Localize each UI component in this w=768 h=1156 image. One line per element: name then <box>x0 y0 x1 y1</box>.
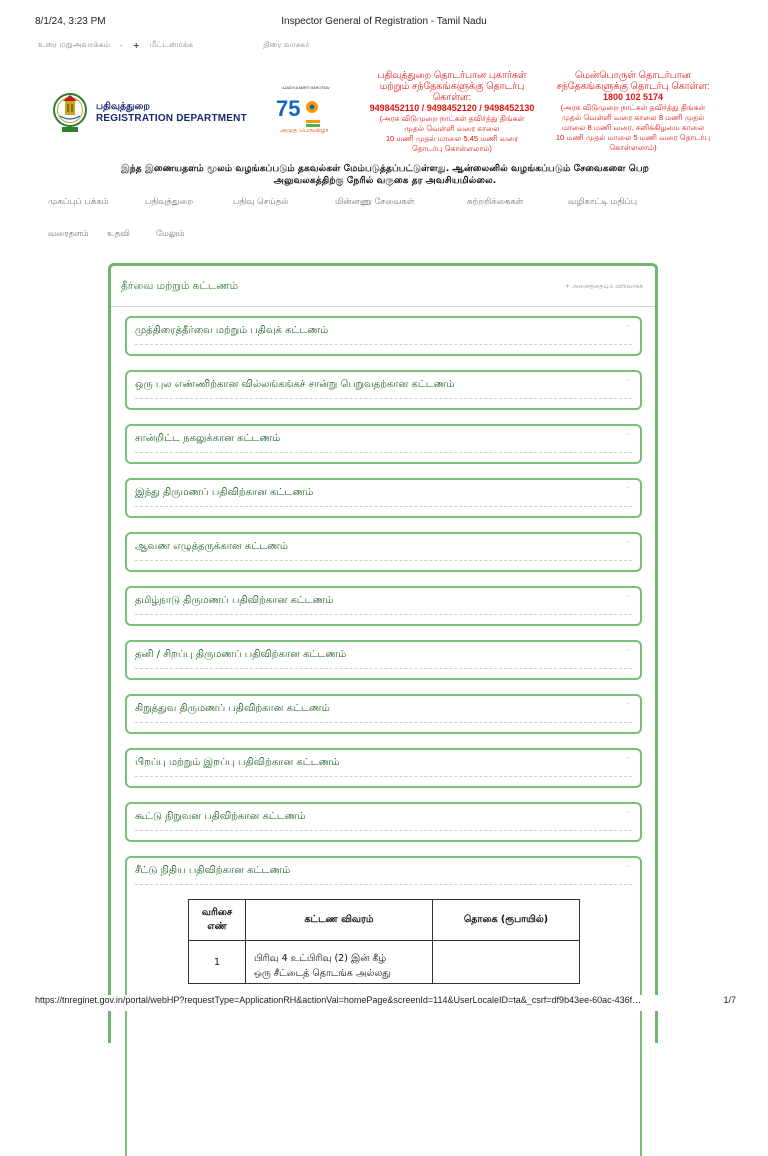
department-logo[interactable] <box>52 90 247 134</box>
accordion-divider <box>135 668 632 669</box>
azadi-caption: AZADI KA AMRIT MAHOTSAV <box>282 86 330 90</box>
chevron-up-icon[interactable]: ˄ <box>627 379 630 386</box>
chevron-up-icon[interactable]: ˄ <box>627 325 630 332</box>
print-url: https://tnreginet.gov.in/portal/webHP?requestType=ApplicationRH&actionVal=homePage&screenId=114&UserLocaleID=ta&_csrf=df9b43ee-60ac-436f… <box>35 995 642 1005</box>
accordion-item[interactable] <box>125 316 642 356</box>
accordion-item[interactable] <box>125 586 642 626</box>
complaints-heading-3: கொள்ள: <box>432 92 472 103</box>
chevron-up-icon[interactable]: ˄ <box>627 595 630 602</box>
accordion-item[interactable] <box>125 424 642 464</box>
site-notice-line-2: அலுவலகத்திற்கு நேரில் வருகை தர அவசியமில்லை. <box>273 175 497 186</box>
department-name-english: REGISTRATION DEPARTMENT <box>96 112 247 124</box>
accordion-divider <box>135 452 632 453</box>
software-heading-2: சந்தேகங்களுக்கு தொடர்பு கொள்ள: <box>556 81 710 92</box>
cell-description <box>246 941 433 984</box>
chevron-up-icon[interactable]: ˄ <box>627 811 630 818</box>
print-title: Inspector General of Registration - Tamil Nadu <box>281 16 487 27</box>
accessibility-bar <box>38 40 309 50</box>
nav-e-services[interactable]: மின்னணு சேவைகள் <box>335 197 415 207</box>
chevron-up-icon[interactable]: ˄ <box>627 433 630 440</box>
accordion-divider <box>135 722 632 723</box>
skip-to-content-link[interactable]: உரை மறுஅவாக்கம் <box>38 40 111 49</box>
chevron-up-icon[interactable]: ˄ <box>627 865 630 872</box>
accordion-item-label: ஆவண எழுத்தருக்கான கட்டணம் <box>135 541 288 552</box>
table-row <box>189 941 580 984</box>
azadi-75-logo-icon <box>266 90 346 134</box>
font-decrease-button[interactable]: - <box>120 40 123 50</box>
print-footer <box>0 995 768 1011</box>
accordion-divider <box>135 398 632 399</box>
accordion-item[interactable] <box>125 532 642 572</box>
complaints-phone-numbers[interactable]: 9498452110 / 9498452120 / 9498452130 <box>369 103 535 113</box>
print-page-number: 1/7 <box>723 995 736 1005</box>
accordion-item[interactable] <box>125 640 642 680</box>
complaints-timing-1: (அரசு விடுமுறை நாட்கள் தவிர்த்து திங்கள் <box>379 114 525 123</box>
cell-amount <box>433 941 580 984</box>
azadi-tagline: அமுத பெருவிழா <box>280 127 329 134</box>
chit-fund-fee-table <box>188 899 580 984</box>
department-name <box>96 101 247 124</box>
software-timing-3: மாலை 8 மணி வரை, சனிக்கிழமை காலை <box>561 123 705 132</box>
cell-description-line-1: பிரிவு 4 உட்பிரிவு (2) இன் கீழ் <box>254 953 387 964</box>
cell-description-line-2: ஒரு சீட்டைத் தொடங்க அல்லது <box>254 968 391 979</box>
accordion-item[interactable] <box>125 370 642 410</box>
panel-header <box>111 266 655 307</box>
accordion-divider <box>135 776 632 777</box>
accordion-item-label: பிறப்பு மற்றும் இறப்பு பதிவிற்கான கட்டணம் <box>135 757 340 768</box>
nav-circulars[interactable]: சுற்றறிக்கைகள் <box>467 197 524 207</box>
software-timing-2: முதல் வெள்ளி வரை காலை 8 மணி முதல் <box>561 113 705 122</box>
software-heading-1: மென்பொருள் தொடர்பான <box>574 70 691 81</box>
complaints-timing-2: முதல் வெள்ளி வரை காலை <box>404 124 500 133</box>
software-phone-number[interactable]: 1800 102 5174 <box>602 92 664 102</box>
accordion-item[interactable] <box>125 694 642 734</box>
panel-title: தீர்வை மற்றும் கட்டணம் <box>121 280 239 292</box>
software-timing-1: (அரசு விடுமுறை நாட்கள் தவிர்த்து திங்கள் <box>560 103 706 112</box>
accordion-item-label: இந்து திருமணப் பதிவிற்கான கட்டணம் <box>135 487 314 498</box>
nav-home[interactable]: முகப்புப் பக்கம் <box>48 197 109 207</box>
complaints-heading-1: பதிவுத்துறை தொடர்பான புகார்கள் <box>377 70 527 81</box>
accordion-divider <box>135 614 632 615</box>
nav-drafts[interactable]: வரைதளம் <box>48 229 89 239</box>
tn-emblem-icon <box>52 90 88 134</box>
print-datetime: 8/1/24, 3:23 PM <box>35 16 106 27</box>
accordion-item-label: தமிழ்நாடு திருமணப் பதிவிற்கான கட்டணம் <box>135 595 334 606</box>
nav-registration-dept[interactable]: பதிவுத்துறை <box>145 197 194 207</box>
header-sno: வரிசை எண் <box>189 900 246 941</box>
accordion-divider <box>135 560 632 561</box>
azadi-75-logo <box>266 86 346 136</box>
chevron-up-icon[interactable]: ˄ <box>627 487 630 494</box>
header-description: கட்டண விவரம் <box>246 900 433 941</box>
chevron-up-icon[interactable]: ˄ <box>627 757 630 764</box>
accordion-item[interactable] <box>125 748 642 788</box>
expand-all-link[interactable]: + அனைத்தையும் விரிவாக்க <box>564 283 643 290</box>
complaints-heading-2: மற்றும் சந்தேகங்களுக்கு தொடர்பு <box>379 81 525 92</box>
site-notice <box>40 163 730 187</box>
software-timing-4: 10 மணி முதல் மாலை 5 மணி வரை தொடர்பு <box>555 133 711 142</box>
site-notice-line-1: இந்த இணையதளம் மூலம் வழங்கப்படும் தகவல்கள் மேம்படுத்தப்பட்டுள்ளது. ஆன்லைனில் வழங்கப்படும் சேவைகளை பெற <box>120 163 650 174</box>
software-timing-5: கொள்ளலாம்) <box>609 143 657 152</box>
accordion-item-label: ஒரு புல எண்ணிற்கான வில்லங்கங்கச் சான்று பெறுவதற்கான கட்டணம் <box>135 379 455 390</box>
accordion-divider <box>135 506 632 507</box>
nav-guideline-value[interactable]: வழிகாட்டி மதிப்பு <box>568 197 638 207</box>
cell-sno: 1 <box>189 941 246 984</box>
software-contact <box>544 70 722 153</box>
table-header-row <box>189 900 580 941</box>
chevron-up-icon[interactable]: ˄ <box>627 541 630 548</box>
screen-reader-link[interactable]: திரை வாசகர் <box>263 40 310 49</box>
duty-and-fees-panel <box>108 263 658 1043</box>
nav-more[interactable]: மேலும் <box>156 229 185 239</box>
accordion-item[interactable] <box>125 802 642 842</box>
accordion-item[interactable] <box>125 478 642 518</box>
accordion-divider <box>135 344 632 345</box>
font-increase-button[interactable]: + <box>132 40 140 50</box>
accordion-divider <box>135 830 632 831</box>
accordion-item-label: கிறுத்துவ திருமணப் பதிவிற்கான கட்டணம் <box>135 703 330 714</box>
accordion-item-label: தனி / சிறப்பு திருமணப் பதிவிற்கான கட்டணம் <box>135 649 347 660</box>
accordion-item-label: முத்திரைத்தீர்வை மற்றும் பதிவுக் கட்டணம் <box>135 325 329 336</box>
complaints-contact <box>352 70 552 154</box>
font-reset-button[interactable]: மீட்டமைக்க <box>149 40 194 49</box>
accordion-item-label: சீட்டு நிதிய பதிவிற்கான கட்டணம் <box>135 865 291 876</box>
chevron-up-icon[interactable]: ˄ <box>627 703 630 710</box>
print-header <box>0 16 768 32</box>
nav-register[interactable]: பதிவு செய்தல் <box>233 197 289 207</box>
complaints-timing-4: தொடர்பு கொள்ளலாம்) <box>412 144 492 153</box>
header-amount: தொகை (ரூபாயில்) <box>433 900 580 941</box>
accordion-item-label: கூட்டு நிறுவன பதிவிற்கான கட்டணம் <box>135 811 306 822</box>
nav-help[interactable]: உதவி <box>107 229 130 239</box>
accordion-divider <box>135 884 632 885</box>
chevron-up-icon[interactable]: ˄ <box>627 649 630 656</box>
azadi-number: 75 <box>276 96 301 121</box>
department-name-tamil: பதிவுத்துறை <box>96 100 150 112</box>
accordion-item-label: சான்றிட்ட நகலுக்கான கட்டணம் <box>135 433 281 444</box>
complaints-timing-3: 10 மணி முதல் மாலை 5.45 மணி வரை <box>385 134 519 143</box>
